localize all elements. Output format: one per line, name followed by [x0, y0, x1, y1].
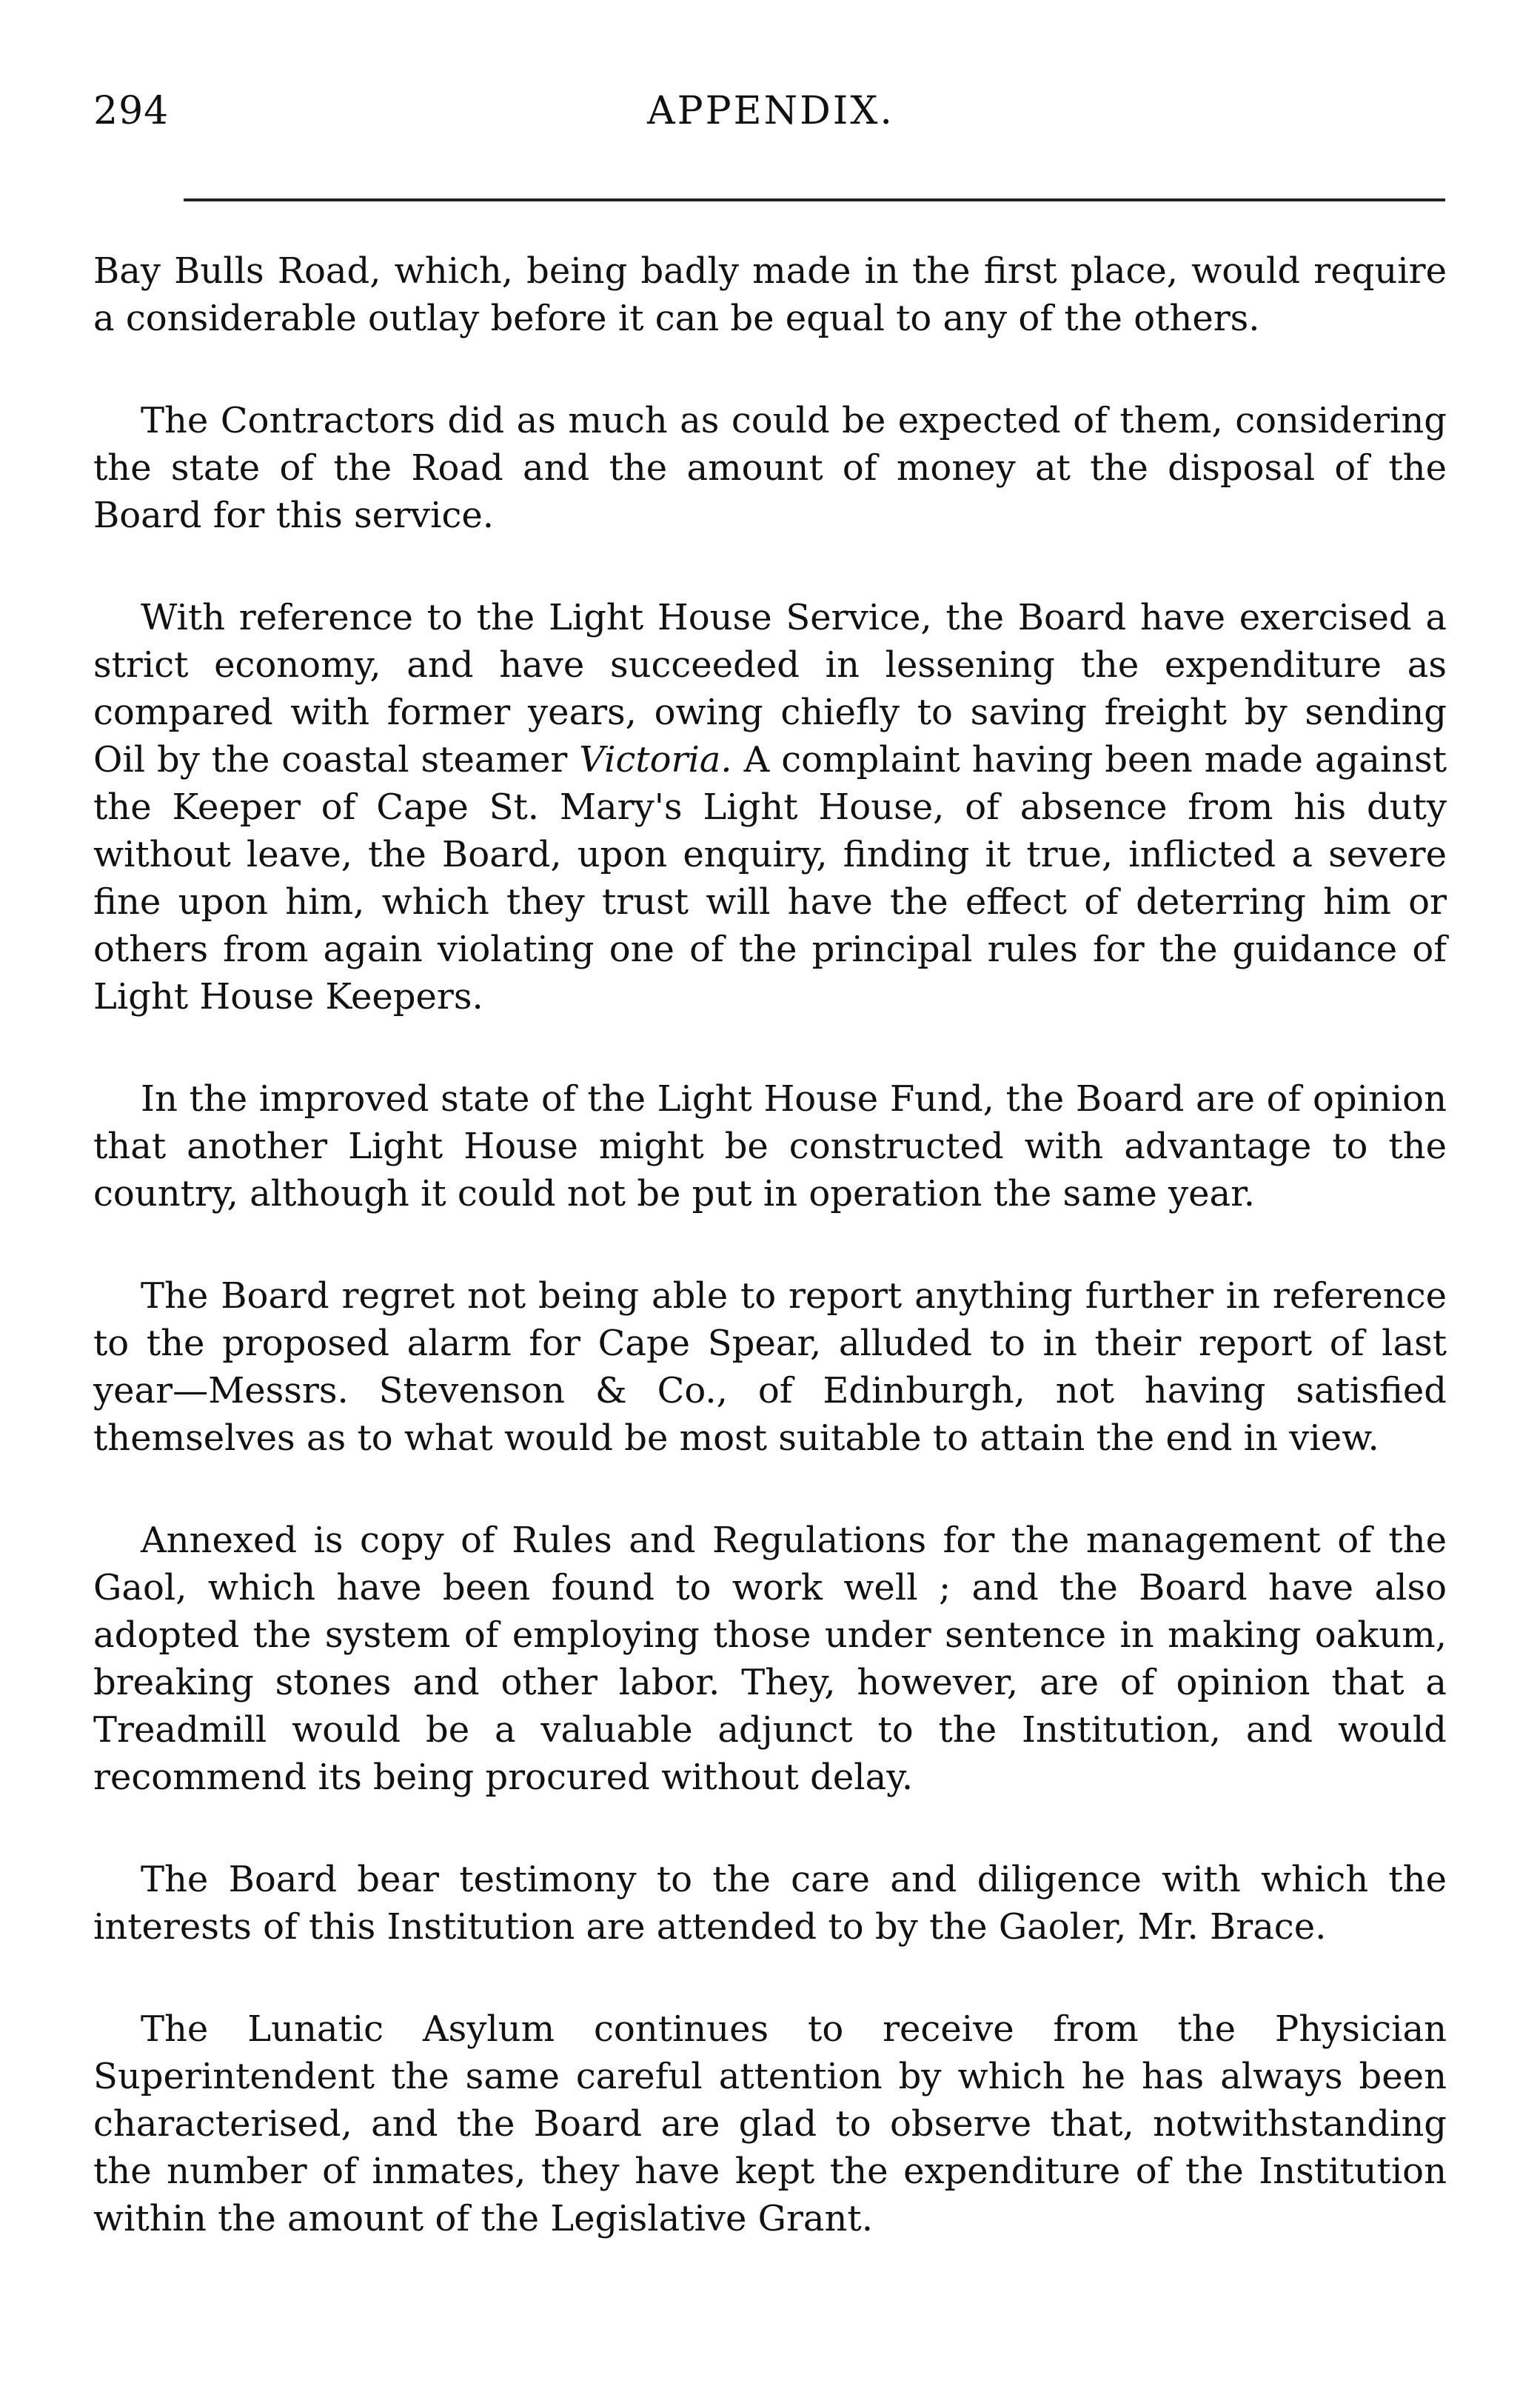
- paragraph-contractors: The Contractors did as much as could be expected of them, considering the state of the Road and the amount of money at the disposal of the Board for this service.: [93, 400, 1447, 536]
- header-rule: [184, 198, 1445, 201]
- steamer-name: Victoria.: [579, 739, 732, 781]
- paragraph-lunatic-asylum: The Lunatic Asylum continues to receive from the Physician Superintendent the same careful attention by which he has always been characterised, and the Board are glad to observe that, notwithstanding the number of inmates, they have kept the expenditure of the Institution within the amount of the Legislative Grant.: [93, 2008, 1447, 2239]
- body-text: [93, 247, 1447, 2242]
- paragraph-light-house-service: [93, 594, 1447, 1020]
- running-head: APPENDIX.: [647, 89, 894, 133]
- paragraph-bay-bulls-road: Bay Bulls Road, which, being badly made in the first place, would require a considerable outlay before it can be equal to any of the others.: [93, 250, 1447, 339]
- paragraph-gaoler-testimony: The Board bear testimony to the care and diligence with which the interests of this Institution are attended to by the Gaoler, Mr. Brace.: [93, 1859, 1447, 1948]
- page-number: 294: [93, 89, 170, 133]
- page-header: [93, 89, 1448, 148]
- paragraph-gaol-rules: Annexed is copy of Rules and Regulations for the management of the Gaol, which have been found to work well ; and the Board have also adopted the system of employing those under sentence in making oakum, breaking stones and other labor. They, however, are of opinion that a Treadmill would be a valuable adjunct to the Institution, and would recommend its being procured without delay.: [93, 1520, 1447, 1798]
- paragraph-cape-spear-alarm: The Board regret not being able to report anything further in reference to the proposed alarm for Cape Spear, alluded to in their report of last year—Messrs. Stevenson & Co., of Edinburgh, not having satisfied themselves as to what would be most suitable to attain the end in view.: [93, 1275, 1447, 1459]
- paragraph-light-house-fund: In the improved state of the Light House Fund, the Board are of opinion that another Light House might be constructed with advantage to the country, although it could not be put in operation the same year.: [93, 1078, 1447, 1214]
- paragraph-light-house-service-text-1: With reference to the Light House Service, the Board have exercised a strict economy, and have succeeded in lessening the expenditure as compared with former years, owing chiefly to saving freight by sending Oil by the coastal steamer: [93, 597, 1447, 781]
- paragraph-light-house-service-text-2: A complaint having been made against the Keeper of Cape St. Mary's Light House, of absence from his duty without leave, the Board, upon enquiry, finding it true, inflicted a severe fine upon him, which they trust will have the effect of deterring him or others from again violating one of the principal rules for the guidance of Light House Keepers.: [93, 739, 1447, 1018]
